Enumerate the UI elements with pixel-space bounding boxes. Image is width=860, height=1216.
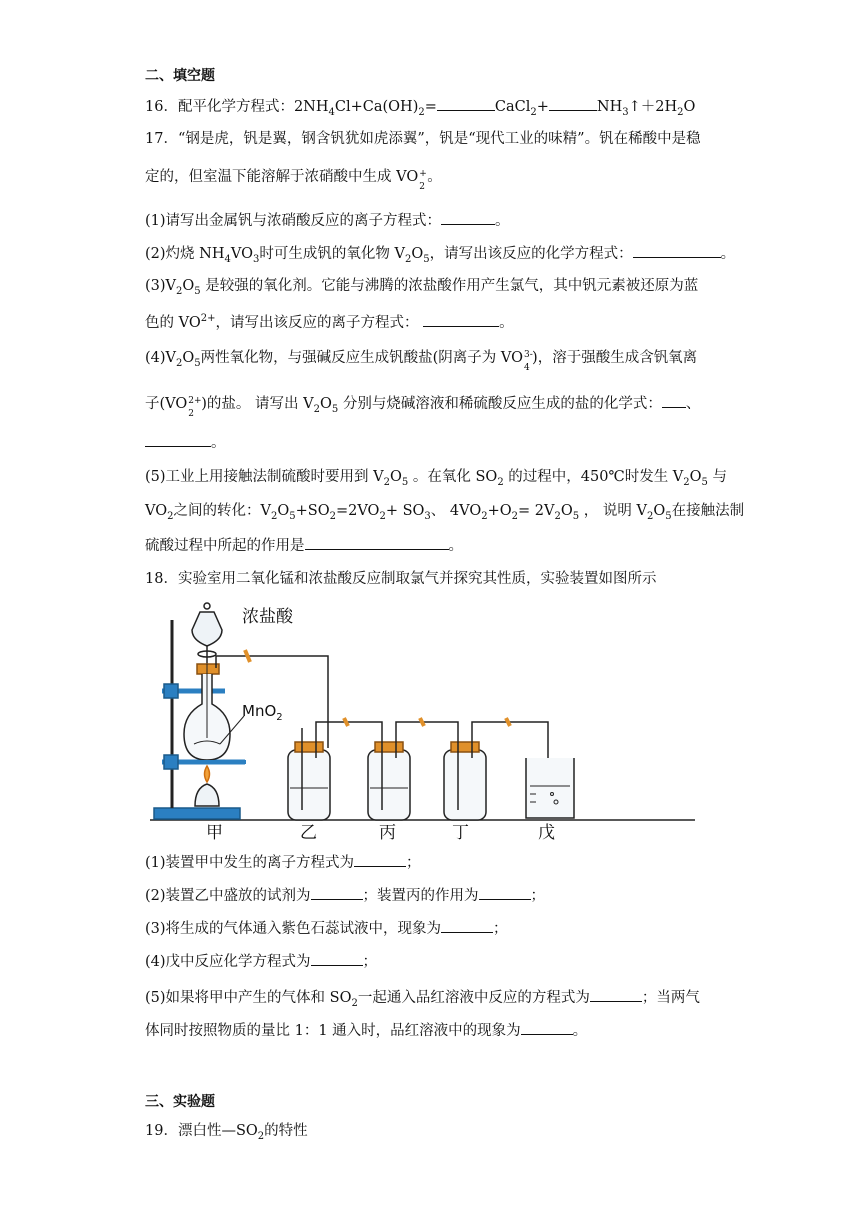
beaker-wu (526, 758, 574, 818)
label-yi: 乙 (300, 823, 317, 843)
answer-blank[interactable] (311, 885, 363, 900)
charge-stack (187, 395, 202, 419)
q17-text: 分别与烧碱溶液和稀硫酸反应生成的盐的化学式： (338, 396, 662, 412)
q17-text: (4)V (145, 350, 177, 366)
q17-text: +SO (295, 503, 330, 519)
q17-text: O (390, 469, 402, 485)
question-17-part-4-line-2 (145, 393, 700, 420)
q17-text: +O (487, 503, 512, 519)
q17-text: O (653, 503, 666, 519)
label-mno2 (242, 702, 283, 723)
q18-text: 体同时按照物质的量比 1：1 通入时，品红溶液中的现象为 (145, 1023, 521, 1039)
superscript: + (419, 169, 427, 179)
q17-text: )的盐。 请写出 V (201, 396, 314, 412)
q17-text: 硫酸过程中所起的作用是 (145, 538, 305, 554)
q16-text: ↑＋2H (628, 99, 678, 115)
subscript: 5 (194, 357, 201, 369)
q17-text: 、 4VO (430, 503, 482, 519)
q17-text: (1)请写出金属钒与浓硝酸反应的离子方程式： (145, 213, 442, 229)
superscript: 3- (524, 350, 533, 360)
q18-text: ； (406, 855, 421, 871)
q18-text: ；装置丙的作用为 (362, 888, 479, 904)
subscript: 2 (646, 510, 654, 522)
q18-text: ；当两气 (641, 990, 700, 1006)
subscript: 3 (622, 106, 629, 118)
answer-blank[interactable] (305, 535, 449, 550)
label-ding: 丁 (452, 823, 469, 843)
label-mno2-text: MnO (242, 702, 277, 720)
bottle-bing (368, 728, 410, 820)
subscript: 2 (176, 285, 183, 297)
answer-blank[interactable] (437, 96, 495, 111)
q17-text: O (320, 396, 332, 412)
q17-text: O (560, 503, 573, 519)
charge-stack (418, 168, 427, 192)
question-17-part-5-line-1 (145, 467, 727, 493)
question-18-part-5-line-1 (145, 987, 700, 1014)
q18-text: ； (493, 921, 508, 937)
subscript: 4 (224, 253, 231, 265)
question-19 (145, 1121, 308, 1147)
q19-text: 19．漂白性—SO (145, 1123, 258, 1139)
q17-text: 的过程中，450℃时发生 V (503, 469, 684, 485)
q18-text: (5)如果将甲中产生的气体和 SO (145, 990, 352, 1006)
q18-text: 。 (572, 1023, 588, 1039)
subscript: 2 (188, 409, 194, 419)
q18-text: (4)戊中反应化学方程式为 (145, 954, 311, 970)
q18-text: 一起通入品红溶液中反应的方程式为 (357, 990, 590, 1006)
label-bing: 丙 (379, 823, 396, 843)
question-number: 16． (145, 99, 178, 115)
subscript: 5 (423, 253, 430, 265)
clamp-boss-upper (164, 684, 178, 698)
q17-text: 、 (685, 396, 701, 412)
answer-blank[interactable] (479, 885, 531, 900)
question-17-part-4-line-1 (145, 348, 697, 374)
q17-text: O (411, 246, 424, 262)
q17-text: 。 (211, 435, 226, 451)
subscript: 4 (524, 363, 530, 373)
q17-text: 之间的转化：V (173, 503, 271, 519)
q16-text: + (536, 99, 549, 115)
apparatus-diagram (150, 598, 710, 843)
question-18-part-3 (145, 918, 508, 939)
q18-text: (2)装置乙中盛放的试剂为 (145, 888, 311, 904)
q16-text: O (683, 99, 696, 115)
q16-text: CaCl (494, 99, 531, 115)
question-17-part-1 (145, 210, 510, 231)
q16-text: 配平化学方程式：2NH (177, 99, 329, 115)
q17-text: O (277, 503, 290, 519)
subscript: 2 (511, 510, 519, 522)
question-18-part-2 (145, 885, 545, 906)
q17-text: 色的 VO (145, 314, 201, 331)
subscript: 2 (530, 106, 537, 118)
answer-blank[interactable] (521, 1020, 573, 1035)
flame (205, 766, 210, 782)
answer-blank[interactable] (354, 852, 406, 867)
q17-text: 在接触法制 (671, 503, 745, 519)
q17-text: 。 (499, 314, 514, 331)
answer-blank[interactable] (423, 312, 499, 327)
subscript: 2 (683, 476, 690, 488)
question-18-intro: 18．实验室用二氧化锰和浓盐酸反应制取氯气并探究其性质，实验装置如图所示 (145, 571, 657, 587)
answer-blank[interactable] (441, 210, 495, 225)
subscript: 2 (404, 253, 412, 265)
tube-bing-ding (396, 722, 458, 728)
answer-blank[interactable] (662, 393, 686, 408)
charge-stack (523, 349, 533, 373)
question-17-part-3-line-2 (145, 309, 514, 333)
bottle-ding (444, 728, 486, 820)
subscript: 2 (270, 510, 278, 522)
q17-text: O (182, 350, 195, 366)
q17-text: ，请写出该反应的离子方程式： (215, 314, 424, 331)
subscript: 5 (701, 476, 708, 488)
subscript: 4 (328, 106, 335, 118)
q19-text: 的特性 (264, 1123, 308, 1139)
q17-text: ，请写出该反应的化学方程式： (429, 246, 633, 262)
subscript: 2 (329, 510, 336, 522)
subscript: 5 (401, 476, 409, 488)
subscript: 5 (665, 510, 672, 522)
q18-text: ； (530, 888, 546, 904)
q18-text: (1)装置甲中发生的离子方程式为 (145, 855, 355, 871)
q16-text: = (424, 99, 437, 115)
superscript: 2+ (188, 396, 202, 406)
subscript: 5 (331, 403, 339, 415)
answer-blank[interactable] (590, 987, 642, 1002)
q17-text: )，溶于强酸生成含钒氧离 (532, 350, 698, 366)
q16-text: NH (596, 99, 623, 115)
subscript: 2 (677, 106, 684, 118)
q17-text: (5)工业上用接触法制硫酸时要用到 V (145, 469, 384, 485)
bottle-yi (288, 728, 330, 820)
q17-text: 。 (427, 169, 442, 185)
subscript: 2 (167, 510, 174, 522)
superscript: 2+ (200, 313, 216, 324)
question-17-part-5-line-2 (145, 501, 744, 527)
subscript: 2 (481, 510, 488, 522)
question-18-part-4 (145, 951, 377, 972)
question-17-part-5-line-3 (145, 535, 463, 556)
clamp-boss-lower (164, 755, 178, 769)
answer-blank[interactable] (311, 951, 363, 966)
subscript: 3 (252, 253, 260, 265)
q17-text: = 2V (518, 503, 555, 519)
q17-text: 时可生成钒的氧化物 V (259, 246, 405, 262)
question-17-part-3-line-1 (145, 276, 698, 302)
label-wu: 戊 (538, 823, 555, 843)
section-heading-fill-blank: 二、填空题 (145, 68, 215, 84)
subscript: 3 (424, 510, 431, 522)
subscript: 2 (418, 106, 425, 118)
question-18-part-5-line-2 (145, 1020, 587, 1041)
question-16 (145, 96, 695, 123)
subscript: 2 (554, 510, 561, 522)
subscript: 2 (313, 403, 320, 415)
q17-text: 。在氧化 SO (408, 469, 498, 485)
q17-text: =2VO (335, 503, 380, 519)
q17-text: 。 (720, 246, 736, 262)
answer-blank[interactable] (633, 243, 721, 258)
question-18-part-1 (145, 852, 421, 873)
question-17-part-4-line-3 (145, 432, 226, 453)
alcohol-lamp (195, 784, 219, 806)
subscript: 2 (176, 357, 183, 369)
subscript: 2 (383, 476, 390, 488)
section-heading-experiment: 三、实验题 (145, 1094, 215, 1110)
answer-blank[interactable] (549, 96, 597, 111)
q17-text: 两性氧化物，与强碱反应生成钒酸盐(阴离子为 VO (200, 350, 524, 366)
tube-connector (245, 650, 250, 662)
q17-text: (2)灼烧 NH (145, 246, 225, 262)
q17-text: ， 说明 V (579, 503, 647, 519)
subscript: 2 (276, 712, 283, 723)
q17-text: 定的，但室温下能溶解于浓硝酸中生成 VO (145, 169, 419, 185)
q17-text: VO (230, 246, 253, 262)
q16-text: Cl+Ca(OH) (334, 99, 419, 115)
q17-text: 子(VO (145, 396, 188, 412)
subscript: 2 (257, 1130, 265, 1142)
subscript: 5 (289, 510, 296, 522)
q17-text: 与 (707, 469, 728, 485)
q17-text: (3)V (145, 278, 177, 294)
q18-text: ； (362, 954, 378, 970)
q17-text: 。 (448, 538, 463, 554)
answer-blank[interactable] (441, 918, 493, 933)
subscript: 5 (194, 285, 201, 297)
label-jia: 甲 (206, 823, 223, 843)
answer-blank[interactable] (145, 432, 211, 447)
q17-text: O (689, 469, 702, 485)
question-17-line-1: 17．“钢是虎，钒是翼，钢含钒犹如虎添翼”，钒是“现代工业的味精”。钒在稀酸中是稳 (145, 131, 701, 147)
stand-base (154, 808, 240, 819)
subscript: 2 (379, 510, 386, 522)
question-17-part-2 (145, 243, 735, 270)
q17-text: 是较强的氧化剂。它能与沸腾的浓盐酸作用产生氯气，其中钒元素被还原为蓝 (200, 278, 699, 294)
separatory-funnel (192, 612, 222, 646)
question-17-line-2 (145, 167, 442, 192)
funnel-stopper (204, 603, 210, 609)
subscript: 2 (351, 997, 358, 1009)
subscript: 2 (419, 182, 425, 192)
q17-text: VO (145, 503, 168, 519)
q18-text: (3)将生成的气体通入紫色石蕊试液中，现象为 (145, 921, 442, 937)
subscript: 2 (497, 476, 504, 488)
q17-text: + SO (385, 503, 425, 519)
q17-text: 。 (495, 213, 510, 229)
subscript: 5 (572, 510, 580, 522)
label-conc-hcl: 浓盐酸 (242, 607, 293, 627)
q17-text: O (182, 278, 195, 294)
